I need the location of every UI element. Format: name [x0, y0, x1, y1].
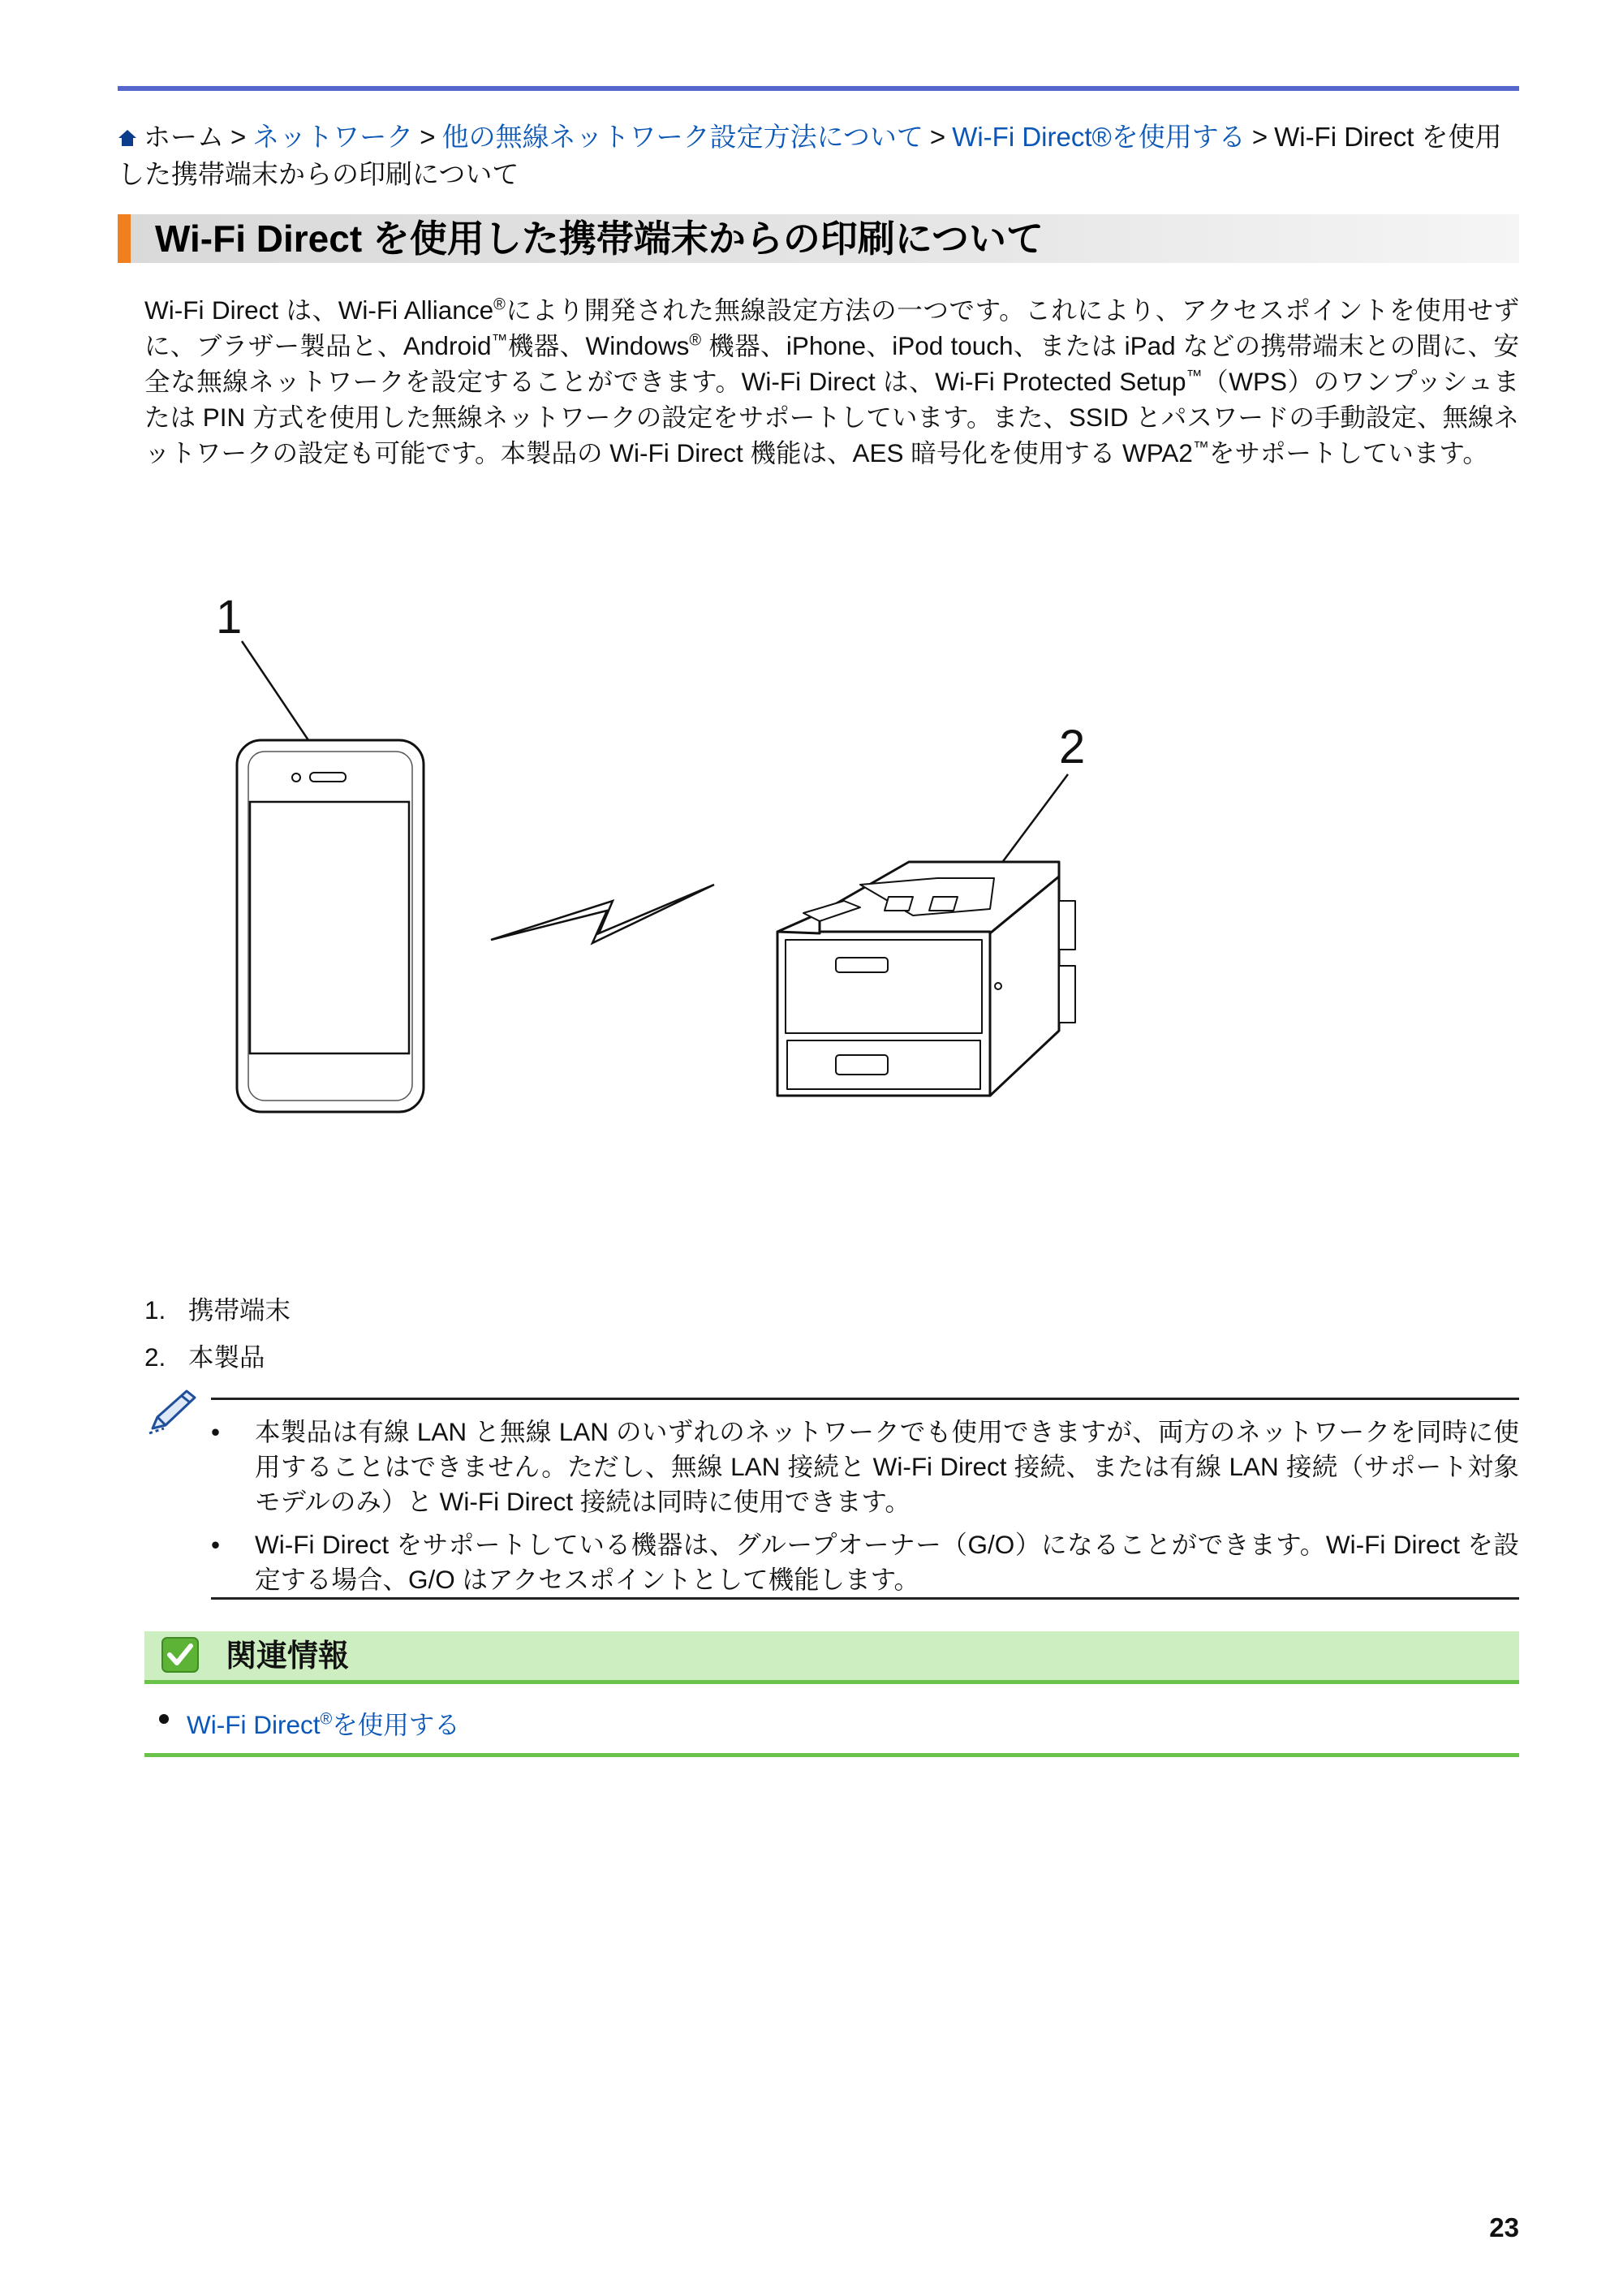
superscript-mark: ™	[1192, 438, 1209, 457]
callout-1-leader	[242, 641, 308, 740]
home-icon[interactable]	[118, 128, 137, 148]
callout-1-label: 1	[216, 591, 243, 644]
note-bullet: •	[211, 1530, 221, 1559]
legend-item	[144, 1333, 291, 1381]
callout-2-leader	[997, 774, 1068, 870]
intro-text: により開発された無線設定方法の一つです。これにより、アクセスポイントを使用せずに、ブラザー製品と、Android	[144, 295, 1519, 360]
legend-item	[144, 1286, 291, 1333]
breadcrumb-link-other-wireless[interactable]: 他の無線ネットワーク設定方法について	[441, 122, 923, 152]
breadcrumb-separator: >	[1251, 122, 1268, 152]
breadcrumb	[118, 118, 1519, 193]
wifi-direct-illustration	[179, 576, 1120, 1144]
related-bottom-rule	[144, 1753, 1519, 1757]
related-link-text: Wi-Fi Direct	[187, 1709, 321, 1739]
related-link-wifi-direct[interactable]	[187, 1710, 460, 1739]
page-title: Wi-Fi Direct を使用した携帯端末からの印刷について	[155, 218, 1044, 260]
legend-number: 1.	[144, 1295, 166, 1325]
superscript-mark: ™	[491, 331, 508, 350]
checkmark-icon	[161, 1636, 200, 1674]
note-text: 本製品は有線 LAN と無線 LAN のいずれのネットワークでも使用できますが、両方のネットワークを同時に使用することはできません。ただし、無線 LAN 接続と Wi-Fi Direct 接続、または有線 LAN 接続（サポート対象モデルのみ）と Wi-Fi Direct 接続は同時に使用できます。	[255, 1417, 1519, 1516]
breadcrumb-home[interactable]: ホーム	[144, 122, 224, 152]
note-text: Wi-Fi Direct をサポートしている機器は、グループオーナー（G/O）になることができます。Wi-Fi Direct を設定する場合、G/O はアクセスポイントとして機能します。	[255, 1530, 1519, 1594]
note-pencil-icon	[146, 1386, 200, 1437]
breadcrumb-separator: >	[230, 122, 247, 152]
page-title-bar	[118, 214, 1519, 263]
legend-label: 携帯端末	[188, 1295, 291, 1325]
intro-paragraph	[144, 292, 1519, 471]
breadcrumb-separator: >	[420, 122, 436, 152]
intro-text: 機器、Windows	[507, 331, 690, 360]
breadcrumb-current: Wi-Fi Direct を使用した携帯端末からの印刷について	[118, 122, 1502, 189]
related-links	[187, 1701, 460, 1742]
related-link-item	[187, 1701, 460, 1742]
intro-text: 機器、iPhone、iPod touch、または iPad などの携帯端末との間に、安全な無線ネットワークを設定することができます。Wi-Fi Direct は、Wi-Fi Protected Setup	[144, 331, 1519, 396]
related-link-suffix: を使用する	[332, 1709, 460, 1739]
superscript-mark: ™	[1186, 367, 1203, 386]
top-rule	[118, 86, 1519, 91]
page-number: 23	[1489, 2212, 1519, 2242]
wireless-signal-icon	[491, 885, 714, 943]
breadcrumb-separator: >	[929, 122, 946, 152]
intro-text: Wi-Fi Direct は、Wi-Fi Alliance	[144, 295, 494, 325]
callout-2-label: 2	[1059, 721, 1086, 773]
bullet-dot	[159, 1714, 169, 1724]
related-info-title: 関連情報	[226, 1639, 350, 1674]
breadcrumb-link-network[interactable]: ネットワーク	[252, 122, 414, 152]
printer-icon	[777, 862, 1075, 1096]
legend-label: 本製品	[188, 1342, 265, 1372]
mobile-device-icon	[237, 740, 424, 1112]
superscript-mark: ®	[689, 331, 702, 350]
breadcrumb-link-wifi-direct[interactable]: Wi-Fi Direct®を使用する	[952, 122, 1246, 152]
note-list	[211, 1415, 1519, 1605]
note-bullet: •	[211, 1417, 221, 1446]
superscript-mark: ®	[493, 295, 506, 314]
note-item	[211, 1527, 1519, 1597]
illustration-legend	[144, 1286, 291, 1381]
registered-mark: ®	[320, 1710, 333, 1728]
title-accent-bar	[118, 214, 131, 263]
intro-text: （WPS）のワンプッシュまたは PIN 方式を使用した無線ネットワークの設定をサポートしています。また、SSID とパスワードの手動設定、無線ネットワークの設定も可能です。本製品の Wi-Fi Direct 機能は、AES 暗号化を使用する WPA2	[144, 367, 1520, 467]
legend-number: 2.	[144, 1342, 166, 1372]
intro-text: をサポートしています。	[1208, 438, 1488, 467]
related-info-header	[144, 1631, 1519, 1684]
note-box	[211, 1398, 1519, 1600]
note-item	[211, 1415, 1519, 1519]
